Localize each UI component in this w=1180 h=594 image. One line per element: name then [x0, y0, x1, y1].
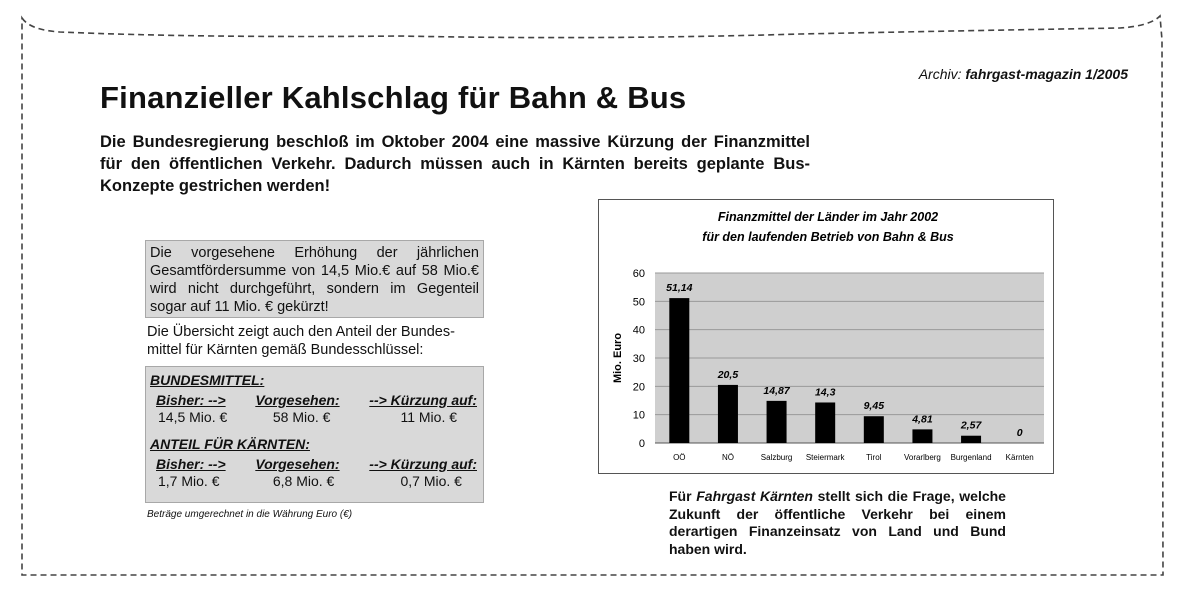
value-row — [150, 409, 479, 426]
bar — [815, 402, 835, 443]
data-label: 20,5 — [717, 368, 739, 381]
y-tick-label: 10 — [632, 409, 645, 422]
value-previous: 1,7 Mio. € — [158, 473, 220, 489]
caption-magazine: Fahrgast Kärnten — [696, 488, 813, 504]
chart-title-line1: Finanzmittel der Länder im Jahr 2002 — [717, 210, 939, 224]
x-tick-label: Salzburg — [760, 453, 793, 462]
col-cut-to: --> Kürzung auf: — [369, 392, 477, 408]
data-label: 14,87 — [763, 384, 790, 397]
intro-paragraph: Die Bundesregierung beschloß im Oktober 2004 eine massive Kürzung der Finanzmittel für den öffentlichen Verkehr. Dadurch müssen auch in Kärnten bereits geplante Bus-Konzepte gestrichen werden! — [100, 133, 810, 195]
bar — [669, 298, 689, 443]
archive-reference — [919, 66, 1128, 82]
column-headers — [150, 392, 479, 409]
data-label: 14,3 — [814, 386, 836, 399]
increase-info-text: Die vorgesehene Erhöhung der jährlichen Gesamtfördersumme von 14,5 Mio.€ auf 58 Mio.€ wird nicht durchgeführt, sondern im Gegenteil sogar auf 11 Mio. € gekürzt! — [150, 245, 479, 315]
section-heading: ANTEIL FÜR KÄRNTEN: — [150, 436, 310, 452]
data-label: 2,57 — [960, 419, 982, 432]
value-previous: 14,5 Mio. € — [158, 409, 228, 425]
data-label: 4,81 — [912, 413, 933, 426]
chart-title-line2: für den laufenden Betrieb von Bahn & Bus — [702, 230, 954, 244]
caption-pre: Für — [669, 488, 697, 504]
col-planned: Vorgesehen: — [255, 456, 340, 472]
column-headers — [150, 456, 479, 473]
funding-table — [145, 366, 484, 503]
data-label: 9,45 — [863, 400, 885, 413]
y-tick-label: 0 — [638, 438, 645, 450]
archive-source: fahrgast-magazin 1/2005 — [965, 66, 1128, 82]
increase-info-box — [145, 240, 484, 318]
y-tick-label: 20 — [632, 381, 645, 394]
closing-caption — [669, 488, 1006, 558]
currency-note: Beträge umgerechnet in die Währung Euro (€) — [147, 509, 353, 520]
section-federal — [150, 371, 479, 426]
x-tick-label: Burgenland — [950, 453, 992, 462]
bar — [718, 385, 738, 443]
caption-post: stellt sich die Frage, welche Zukunft der öffentliche Verkehr bei einem derartigen Finanzeinsatz von Land und Bund haben wird. — [669, 488, 1006, 557]
value-cut-to: 11 Mio. € — [400, 409, 458, 425]
overview-text: Die Übersicht zeigt auch den Anteil der Bundes-mittel für Kärnten gemäß Bundesschlüssel: — [147, 324, 455, 358]
x-tick-label: Kärnten — [1005, 453, 1034, 462]
col-planned: Vorgesehen: — [255, 392, 340, 408]
x-tick-label: Steiermark — [805, 453, 845, 462]
data-label: 51,14 — [666, 282, 693, 295]
section-heading: BUNDESMITTEL: — [150, 372, 265, 388]
y-axis-label: Mio. Euro — [612, 332, 624, 384]
value-cut-to: 0,7 Mio. € — [400, 473, 462, 489]
bar — [864, 416, 884, 443]
y-tick-label: 60 — [632, 268, 645, 280]
value-planned: 6,8 Mio. € — [272, 473, 335, 489]
col-previous: Bisher: --> — [156, 456, 226, 472]
x-tick-label: Vorarlberg — [903, 453, 941, 462]
y-tick-label: 50 — [632, 296, 645, 309]
y-tick-label: 30 — [632, 353, 645, 365]
funding-chart — [598, 199, 1054, 474]
x-tick-label: NÖ — [721, 453, 734, 462]
col-cut-to: --> Kürzung auf: — [369, 456, 477, 472]
value-row — [150, 473, 479, 490]
x-tick-label: Tirol — [866, 453, 882, 462]
section-carinthia — [150, 435, 479, 490]
headline: Finanzieller Kahlschlag für Bahn & Bus — [100, 80, 687, 115]
chart-canvas — [599, 200, 1052, 472]
x-tick-label: OÖ — [673, 453, 686, 462]
archive-prefix: Archiv: — [918, 66, 966, 82]
value-planned: 58 Mio. € — [272, 409, 331, 425]
bar — [961, 436, 981, 443]
y-tick-label: 40 — [632, 324, 645, 337]
data-label: 0 — [1016, 427, 1023, 439]
bar — [767, 401, 787, 443]
bar — [912, 429, 932, 443]
col-previous: Bisher: --> — [156, 392, 226, 408]
